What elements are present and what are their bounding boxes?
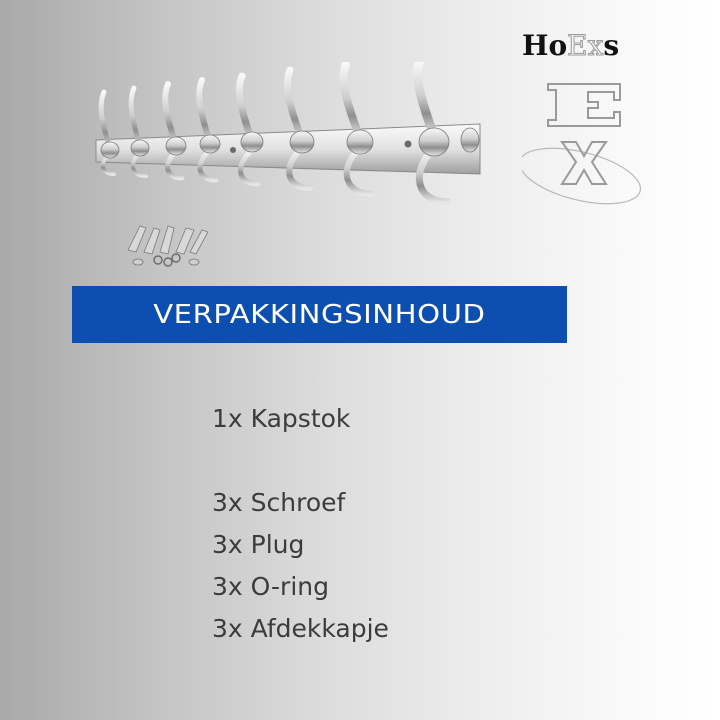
- logo-part-x: x: [587, 29, 604, 62]
- hoexs-monogram-icon: [522, 72, 644, 212]
- logo-part-e: E: [567, 29, 588, 62]
- banner-title: VERPAKKINGSINHOUD: [153, 299, 486, 330]
- list-item: 3x O-ring: [212, 572, 329, 601]
- list-item: 1x Kapstok: [212, 404, 351, 433]
- list-item: 3x Schroef: [212, 488, 346, 517]
- logo-part-ho: Ho: [522, 29, 568, 62]
- brand-logo: [522, 26, 644, 216]
- brand-logo-text: [522, 26, 644, 66]
- list-item: 3x Afdekkapje: [212, 614, 389, 643]
- package-contents-banner: [72, 286, 567, 343]
- list-item: 3x Plug: [212, 530, 305, 559]
- coat-rack-hooks-icon: [88, 62, 498, 212]
- package-contents-list: [212, 398, 652, 650]
- logo-part-s: s: [603, 29, 620, 62]
- screws-plugs-icon: [124, 222, 208, 270]
